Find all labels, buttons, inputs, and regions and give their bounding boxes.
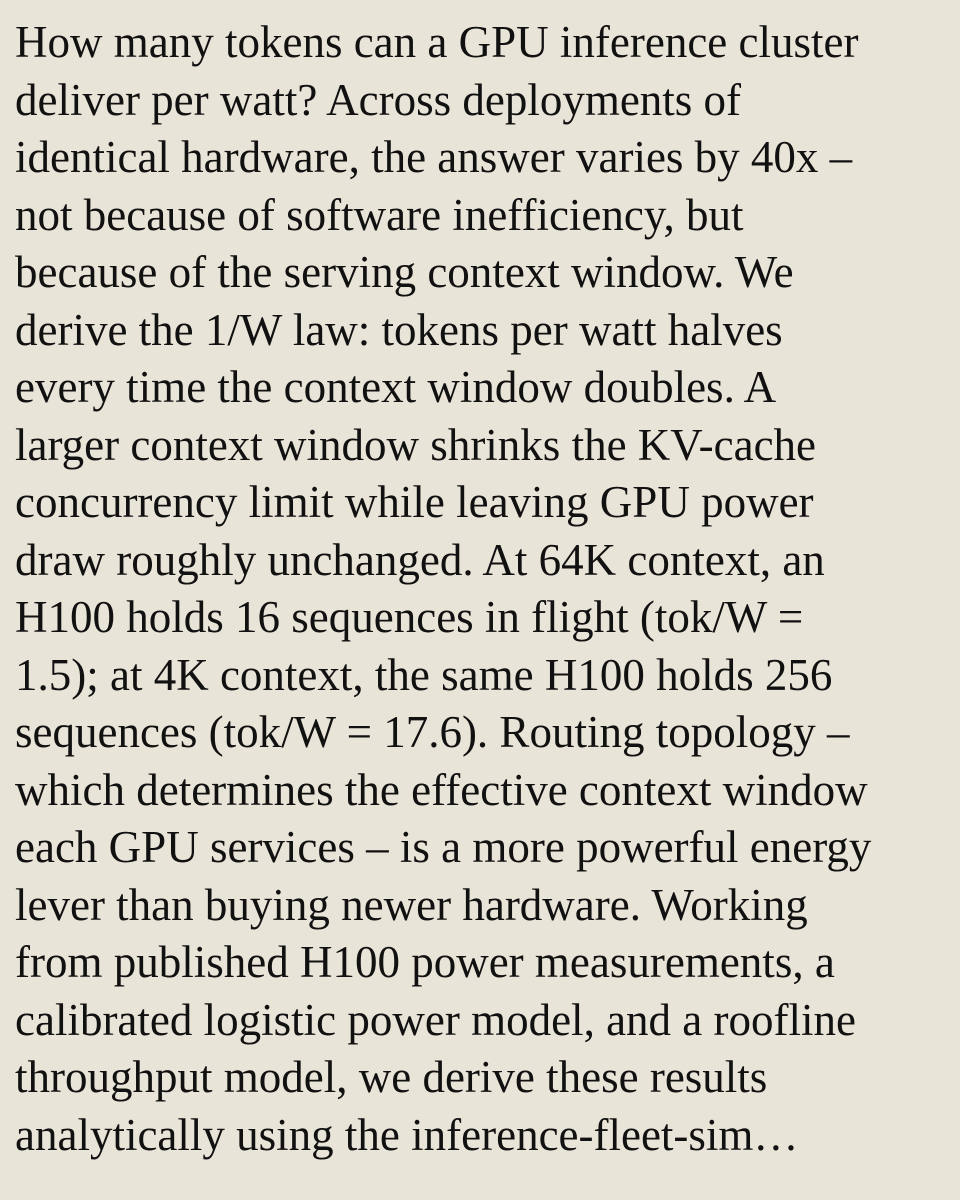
abstract-line: larger context window shrinks the KV-cache — [15, 419, 817, 470]
abstract-line: every time the context window doubles. A — [15, 362, 777, 412]
abstract-line: 1.5); at 4K context, the same H100 holds 256 — [15, 649, 833, 700]
abstract-line: because of the serving context window. We — [15, 247, 794, 297]
abstract-line: How many tokens can a GPU inference cluster — [15, 17, 859, 67]
abstract-line: calibrated logistic power model, and a roofline — [15, 994, 856, 1045]
abstract-line: concurrency limit while leaving GPU power — [15, 477, 814, 527]
abstract-line: throughput model, we derive these results — [15, 1052, 768, 1102]
abstract-line: derive the 1/W law: tokens per watt halves — [15, 304, 783, 355]
abstract-line: not because of software inefficiency, but — [15, 189, 744, 240]
abstract-line: from published H100 power measurements, a — [15, 937, 835, 987]
abstract-line: sequences (tok/W = 17.6). Routing topology – — [15, 707, 850, 757]
abstract-line: H100 holds 16 sequences in flight (tok/W = — [15, 592, 804, 642]
abstract-line: deliver per watt? Across deployments of — [15, 74, 742, 125]
abstract-line: lever than buying newer hardware. Working — [15, 879, 808, 930]
abstract-line: identical hardware, the answer varies by 40x – — [15, 132, 853, 182]
abstract-line: each GPU services – is a more powerful energy — [15, 822, 872, 872]
abstract-line: draw roughly unchanged. At 64K context, an — [15, 534, 825, 585]
abstract-line: which determines the effective context window — [15, 764, 868, 815]
abstract-line: analytically using the inference-fleet-sim… — [15, 1109, 799, 1160]
